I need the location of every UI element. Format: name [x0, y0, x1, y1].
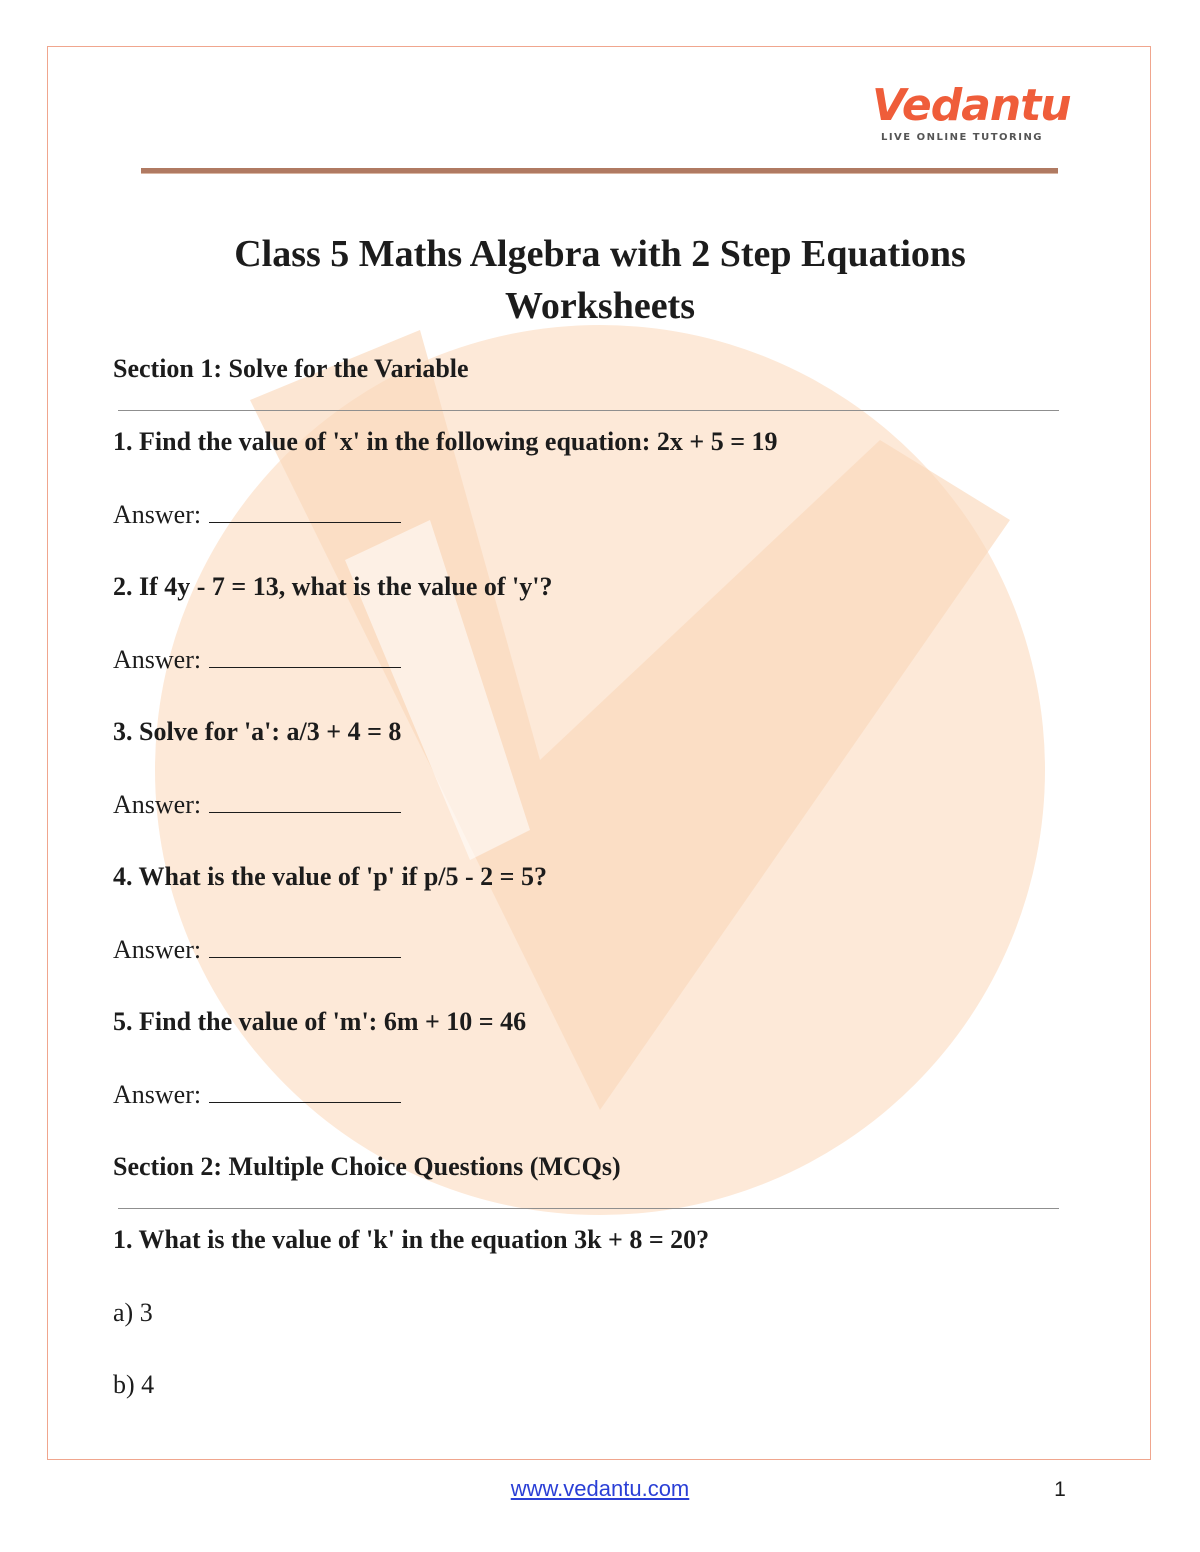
answer-label: Answer: — [113, 935, 202, 964]
question-3: 3. Solve for 'a': a/3 + 4 = 8 — [113, 717, 402, 746]
answer-line-2 — [113, 645, 401, 675]
answer-line-1 — [113, 500, 401, 530]
answer-line-5 — [113, 1080, 401, 1110]
answer-blank[interactable] — [209, 500, 401, 523]
header-divider — [141, 168, 1058, 174]
section-2-divider — [118, 1208, 1059, 1209]
answer-label: Answer: — [113, 500, 202, 529]
mcq-option-a[interactable]: a) 3 — [113, 1298, 153, 1327]
logo-word: Vedantu — [872, 80, 1071, 131]
page-title — [140, 228, 1060, 332]
mcq-option-b[interactable]: b) 4 — [113, 1370, 155, 1399]
answer-label: Answer: — [113, 790, 202, 819]
title-line-1: Class 5 Maths Algebra with 2 Step Equations — [234, 233, 966, 275]
answer-blank[interactable] — [209, 645, 401, 668]
question-2: 2. If 4y - 7 = 13, what is the value of 'y'? — [113, 572, 553, 601]
page-number: 1 — [1054, 1478, 1066, 1501]
question-1: 1. Find the value of 'x' in the following equation: 2x + 5 = 19 — [113, 427, 778, 456]
answer-blank[interactable] — [209, 790, 401, 813]
answer-label: Answer: — [113, 645, 202, 674]
question-5: 5. Find the value of 'm': 6m + 10 = 46 — [113, 1007, 527, 1036]
answer-blank[interactable] — [209, 935, 401, 958]
answer-line-4 — [113, 935, 401, 965]
vedantu-logo — [872, 80, 1071, 150]
title-line-2: Worksheets — [505, 285, 695, 327]
section-1-heading: Section 1: Solve for the Variable — [113, 354, 469, 383]
question-4: 4. What is the value of 'p' if p/5 - 2 = 5? — [113, 862, 547, 891]
answer-label: Answer: — [113, 1080, 202, 1109]
answer-blank[interactable] — [209, 1080, 401, 1103]
mcq-question-1: 1. What is the value of 'k' in the equation 3k + 8 = 20? — [113, 1225, 710, 1254]
section-1-divider — [118, 410, 1059, 411]
footer-website-link[interactable]: www.vedantu.com — [510, 1476, 690, 1501]
answer-line-3 — [113, 790, 401, 820]
section-2-heading: Section 2: Multiple Choice Questions (MCQs) — [113, 1152, 621, 1181]
logo-tagline: LIVE ONLINE TUTORING — [880, 132, 1044, 143]
